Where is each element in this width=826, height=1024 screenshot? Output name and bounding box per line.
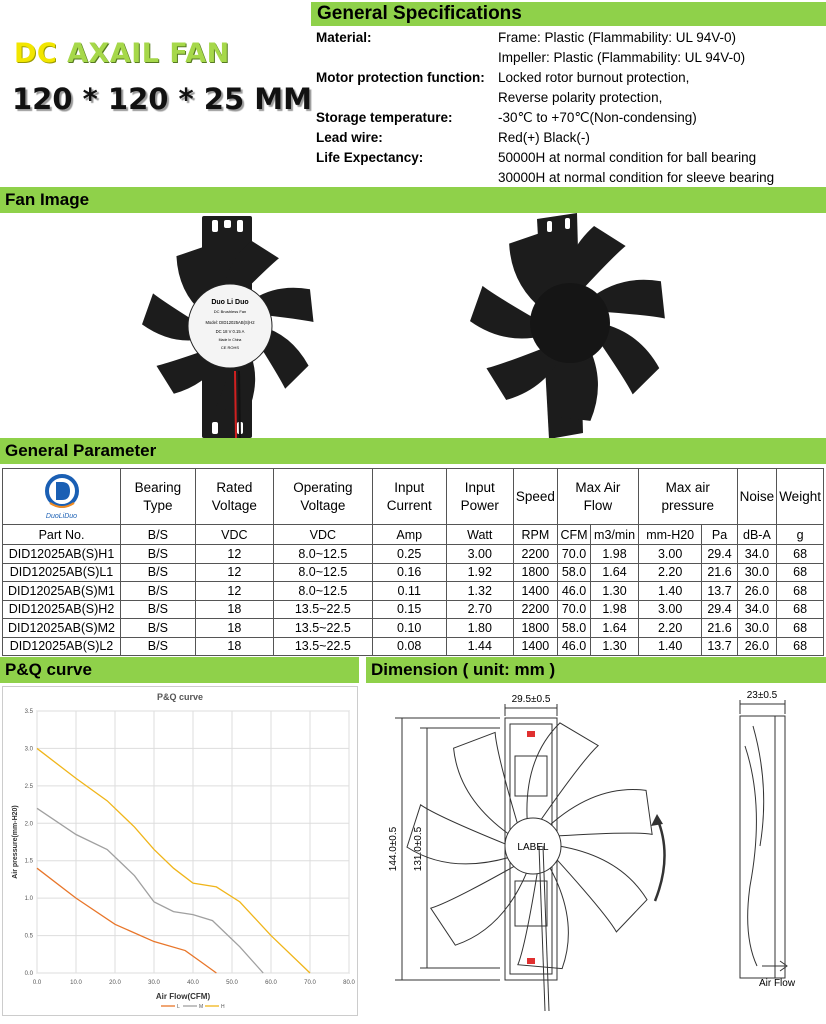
spec-label: Material: [316, 30, 372, 45]
title-dc: DC [14, 38, 58, 69]
x-tick-label: 70.0 [304, 980, 316, 986]
x-axis-label: Air Flow(CFM) [155, 992, 211, 1001]
table-cell: 68 [777, 619, 824, 638]
table-cell: 1400 [513, 582, 557, 601]
table-cell: 8.0~12.5 [273, 545, 372, 564]
table-unit-cell: dB-A [737, 525, 777, 545]
dimension-heading: Dimension ( unit: mm ) [366, 657, 826, 683]
hub-label: LABEL [517, 842, 549, 853]
table-unit-cell: RPM [513, 525, 557, 545]
y-tick-label: 3.0 [24, 746, 33, 753]
table-header-cell: Operating Voltage [273, 469, 372, 525]
table-cell: 26.0 [737, 582, 777, 601]
x-tick-label: 80.0 [343, 980, 355, 986]
x-tick-label: 60.0 [265, 980, 277, 986]
table-header-cell: Bearing Type [121, 469, 196, 525]
width-dimension: 29.5±0.5 [511, 694, 551, 705]
spec-value: Red(+) Black(-) [498, 130, 590, 145]
table-cell: B/S [121, 619, 196, 638]
spec-label: Storage temperature: [316, 110, 453, 125]
table-cell: 13.7 [702, 582, 737, 601]
spec-label: Life Expectancy: [316, 150, 424, 165]
y-tick-label: 2.0 [24, 821, 33, 828]
table-cell: 13.5~22.5 [273, 619, 372, 638]
spec-value: 30000H at normal condition for sleeve bearing [498, 170, 775, 185]
y-tick-label: 2.5 [24, 783, 33, 790]
table-cell: 68 [777, 582, 824, 601]
table-cell: 30.0 [737, 563, 777, 582]
table-cell: B/S [121, 582, 196, 601]
pq-chart [2, 686, 358, 1016]
table-cell: 1800 [513, 619, 557, 638]
table-cell: 0.10 [372, 619, 446, 638]
y-tick-label: 0.0 [24, 971, 33, 977]
table-cell: 0.16 [372, 563, 446, 582]
table-row [3, 600, 824, 619]
table-unit-row [3, 525, 824, 545]
table-cell: 1.30 [591, 582, 639, 601]
table-unit-cell: Part No. [3, 525, 121, 545]
spec-value: -30℃ to +70℃(Non-condensing) [498, 110, 697, 125]
table-cell: 34.0 [737, 600, 777, 619]
table-header-row [3, 469, 824, 525]
table-cell: 1.98 [591, 600, 639, 619]
fan-blade [454, 732, 518, 834]
fan-hub [530, 283, 610, 363]
spec-row [316, 68, 821, 108]
fan-blade [431, 865, 527, 945]
table-cell: 1.98 [591, 545, 639, 564]
table-cell: 1.80 [446, 619, 513, 638]
table-cell: 2.20 [638, 619, 702, 638]
table-cell: 13.5~22.5 [273, 600, 372, 619]
table-cell: 13.5~22.5 [273, 637, 372, 656]
legend-label: H [221, 1004, 225, 1010]
table-cell: 68 [777, 637, 824, 656]
table-header-cell: Speed [513, 469, 557, 525]
spec-row [316, 108, 821, 128]
legend-label: L [177, 1004, 180, 1010]
spec-row [316, 148, 821, 188]
table-cell: 2200 [513, 600, 557, 619]
fan-blade [556, 846, 647, 932]
table-row [3, 637, 824, 656]
table-cell: B/S [121, 637, 196, 656]
table-body [3, 545, 824, 656]
label-sub: DC Brushless Fan [213, 309, 247, 314]
product-title [14, 38, 230, 69]
y-tick-label: 1.5 [24, 858, 33, 865]
table-cell: 46.0 [557, 582, 590, 601]
table-cell: 13.7 [702, 637, 737, 656]
table-cell: 1.64 [591, 619, 639, 638]
table-unit-cell: VDC [273, 525, 372, 545]
table-header-cell: Weight [777, 469, 824, 525]
table-cell: 34.0 [737, 545, 777, 564]
pq-heading: P&Q curve [0, 657, 359, 683]
table-cell: 1.40 [638, 637, 702, 656]
fan-front-image [140, 216, 315, 438]
y-tick-label: 1.0 [24, 896, 33, 903]
logo-cell [3, 469, 121, 525]
x-tick-label: 0.0 [32, 980, 42, 986]
table-unit-cell: B/S [121, 525, 196, 545]
table-cell: 2.20 [638, 563, 702, 582]
table-cell: B/S [121, 563, 196, 582]
fan-back-image [465, 213, 675, 439]
spec-row [316, 128, 821, 148]
table-cell: 29.4 [702, 600, 737, 619]
table-cell: 70.0 [557, 600, 590, 619]
x-tick-label: 10.0 [70, 980, 82, 986]
table-cell: 12 [195, 563, 273, 582]
table-cell: 2200 [513, 545, 557, 564]
fan-image-heading: Fan Image [0, 187, 826, 213]
legend-label: M [199, 1004, 204, 1010]
table-cell: 0.08 [372, 637, 446, 656]
table-unit-cell: Watt [446, 525, 513, 545]
logo-text: DuoLiDuo [45, 512, 78, 520]
table-cell: 1.92 [446, 563, 513, 582]
spec-label: Lead wire: [316, 130, 383, 145]
label-brand: Duo Li Duo [211, 299, 249, 306]
brand-logo-icon [42, 473, 82, 513]
table-cell: B/S [121, 600, 196, 619]
table-cell: 8.0~12.5 [273, 582, 372, 601]
table-header-cell: Max air pressure [638, 469, 737, 525]
table-cell: 2.70 [446, 600, 513, 619]
table-cell: 1.30 [591, 637, 639, 656]
table-header-cell: Noise [737, 469, 777, 525]
table-cell: 0.11 [372, 582, 446, 601]
specs-heading: General Specifications [311, 2, 826, 26]
rotation-arrow-icon [651, 814, 663, 826]
table-cell: 3.00 [638, 600, 702, 619]
table-cell: 3.00 [446, 545, 513, 564]
table-row [3, 563, 824, 582]
x-tick-label: 30.0 [148, 980, 160, 986]
table-cell: DID12025AB(S)L2 [3, 637, 121, 656]
table-cell: 21.6 [702, 563, 737, 582]
table-unit-cell: Pa [702, 525, 737, 545]
product-size: 120 * 120 * 25 MM [12, 82, 312, 116]
table-cell: 68 [777, 545, 824, 564]
airflow-label: Air Flow [758, 978, 796, 989]
depth-dimension: 23±0.5 [746, 690, 778, 701]
dimension-drawing [365, 686, 826, 1022]
spec-value: Frame: Plastic (Flammability: UL 94V-0) [498, 30, 737, 45]
red-wire [235, 371, 236, 438]
table-cell: 8.0~12.5 [273, 563, 372, 582]
pq-chart-svg [3, 687, 357, 1015]
table-unit-cell: Amp [372, 525, 446, 545]
table-row [3, 545, 824, 564]
outer-height-dimension: 144.0±0.5 [388, 826, 399, 872]
table-cell: 58.0 [557, 619, 590, 638]
fan-blade [527, 723, 598, 821]
table-cell: DID12025AB(S)M1 [3, 582, 121, 601]
table-row [3, 619, 824, 638]
black-wire [239, 371, 240, 438]
table-cell: 18 [195, 619, 273, 638]
table-cell: 18 [195, 637, 273, 656]
params-heading: General Parameter [0, 438, 826, 464]
table-cell: 29.4 [702, 545, 737, 564]
title-rest: AXAIL FAN [67, 38, 230, 69]
table-header-cell: Rated Voltage [195, 469, 273, 525]
x-tick-label: 40.0 [187, 980, 199, 986]
table-cell: 1400 [513, 637, 557, 656]
label-rating: DC 18 V 0.15 A [215, 329, 245, 334]
table-cell: 3.00 [638, 545, 702, 564]
table-cell: 18 [195, 600, 273, 619]
table-cell: 1.40 [638, 582, 702, 601]
y-axis-label: Air pressure(mm-H20) [12, 805, 19, 879]
table-cell: 58.0 [557, 563, 590, 582]
spec-label: Motor protection function: [316, 70, 485, 85]
table-cell: DID12025AB(S)L1 [3, 563, 121, 582]
fan-blade [549, 790, 652, 836]
table-cell: DID12025AB(S)M2 [3, 619, 121, 638]
table-header-cell: Input Power [446, 469, 513, 525]
spec-value: Reverse polarity protection, [498, 90, 663, 105]
table-cell: 1.32 [446, 582, 513, 601]
x-tick-label: 50.0 [226, 980, 238, 986]
table-row [3, 582, 824, 601]
table-cell: 68 [777, 600, 824, 619]
table-cell: 46.0 [557, 637, 590, 656]
table-unit-cell: m3/min [591, 525, 639, 545]
side-view [740, 716, 785, 978]
spec-value: Impeller: Plastic (Flammability: UL 94V-0) [498, 50, 746, 65]
table-cell: 70.0 [557, 545, 590, 564]
label-model: Model: DID12025AB(S)H2 [205, 320, 255, 325]
table-cell: 68 [777, 563, 824, 582]
table-unit-cell: VDC [195, 525, 273, 545]
table-cell: 1.64 [591, 563, 639, 582]
chart-title: P&Q curve [156, 692, 204, 702]
table-cell: 12 [195, 582, 273, 601]
parameter-table [2, 468, 824, 656]
table-cell: DID12025AB(S)H2 [3, 600, 121, 619]
table-cell: 1.44 [446, 637, 513, 656]
spec-value: 50000H at normal condition for ball bearing [498, 150, 757, 165]
table-cell: 1800 [513, 563, 557, 582]
table-cell: 0.15 [372, 600, 446, 619]
x-tick-label: 20.0 [109, 980, 121, 986]
spec-row [316, 28, 821, 68]
table-cell: B/S [121, 545, 196, 564]
table-unit-cell: CFM [557, 525, 590, 545]
label-origin: Made In China [218, 338, 242, 342]
y-tick-label: 3.5 [24, 709, 33, 715]
table-header-cell: Max Air Flow [557, 469, 638, 525]
table-cell: 0.25 [372, 545, 446, 564]
fan-label-sticker [188, 284, 272, 368]
table-unit-cell: g [777, 525, 824, 545]
label-rohs: CE ROHS [220, 345, 240, 350]
spec-value: Locked rotor burnout protection, [498, 70, 690, 85]
table-cell: 21.6 [702, 619, 737, 638]
table-header-cell: Input Current [372, 469, 446, 525]
table-unit-cell: mm-H20 [638, 525, 702, 545]
table-cell: 12 [195, 545, 273, 564]
table-cell: 30.0 [737, 619, 777, 638]
inner-height-dimension: 131.0±0.5 [413, 826, 424, 872]
table-cell: 26.0 [737, 637, 777, 656]
y-tick-label: 0.5 [24, 933, 33, 940]
table-cell: DID12025AB(S)H1 [3, 545, 121, 564]
